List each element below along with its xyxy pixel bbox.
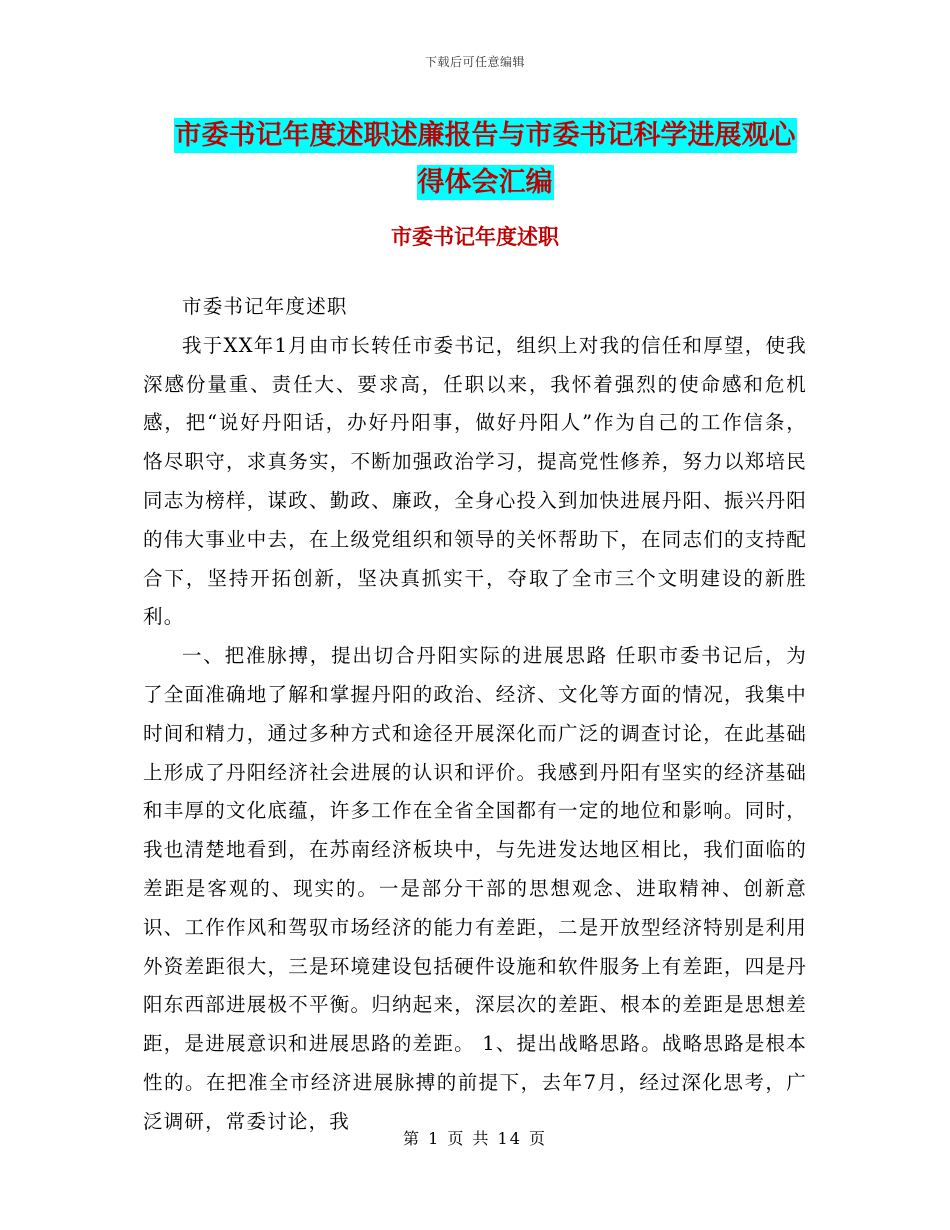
paragraph: 我于XX年1月由市长转任市委书记，组织上对我的信任和厚望，使我深感份量重、责任大、要求高，任职以来，我怀着强烈的使命感和危机感，把“说好丹阳话，办好丹阳事，做好丹阳人”作为自己的工作信条，恪尽职守，求真务实，不断加强政治学习，提高党性修养，努力以郑培民同志为榜样，谋政、勤政、廉政，全身心投入到加快进展丹阳、振兴丹阳的伟大事业中去，在上级党组织和领导的关怀帮助下，在同志们的支持配合下，坚持开拓创新，坚决真抓实干，夺取了全市三个文明建设的新胜利。 [143, 333, 807, 629]
header-note: 下载后可任意编辑 [424, 55, 525, 69]
document-title-line-2: 得体会汇编 [417, 167, 553, 198]
paragraph: 市委书记年度述职 [182, 295, 348, 318]
document-title-line-1: 市委书记年度述职述廉报告与市委书记科学进展观心 [174, 120, 796, 151]
document-title [140, 112, 830, 206]
page-footer: 第 1 页 共 14 页 [403, 1129, 547, 1148]
section-title: 市委书记年度述职 [391, 225, 559, 249]
paragraph: 一、把准脉搏，提出切合丹阳实际的进展思路 任职市委书记后，为了全面准确地了解和掌握丹阳的政治、经济、文化等方面的情况，我集中时间和精力，通过多种方式和途径开展深化而广泛的调查讨论，在此基础上形成了丹阳经济社会进展的认识和评价。我感到丹阳有坚实的经济基础和丰厚的文化底蕴，许多工作在全省全国都有一定的地位和影响。同时，我也清楚地看到，在苏南经济板块中，与先进发达地区相比，我们面临的差距是客观的、现实的。一是部分干部的思想观念、进取精神、创新意识、工作作风和驾驭市场经济的能力有差距，二是开放型经济特别是利用外资差距很大，三是环境建设包括硬件设施和软件服务上有差距，四是丹阳东西部进展极不平衡。归纳起来，深层次的差距、根本的差距是思想差距，是进展意识和进展思路的差距。 1、提出战略思路。战略思路是根本性的。在把准全市经济进展脉搏的前提下，去年7月，经过深化思考，广泛调研，常委讨论，我 [143, 644, 807, 1133]
body-text [143, 288, 807, 1142]
